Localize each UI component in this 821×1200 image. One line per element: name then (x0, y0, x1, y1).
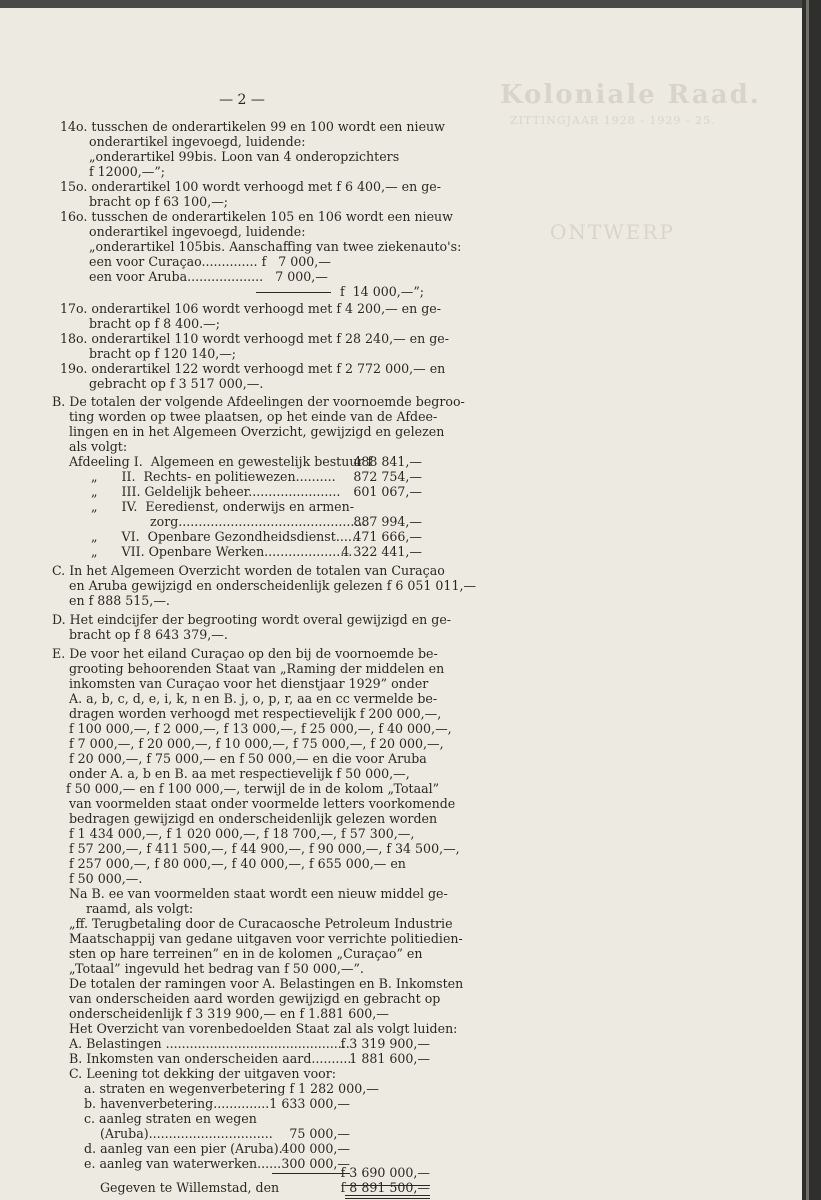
text-line: inkomsten van Curaçao voor het dienstjaar 1929” onder (69, 676, 429, 691)
text-line: lingen en in het Algemeen Overzicht, gewijzigd en gelezen (69, 424, 445, 439)
text-line: f 12000,—”; (89, 164, 166, 179)
text-line: als volgt: (69, 439, 128, 454)
text-line: B. De totalen der volgende Afdeelingen der voornoemde begroo- (52, 394, 465, 409)
text-line: f 1 434 000,—, f 1 020 000,—, f 18 700,—, f 57 300,—, (69, 826, 415, 841)
overview-value: 300 000,— (281, 1156, 350, 1171)
table-label: „ II. Rechts- en politiewezen.......... (91, 469, 336, 484)
text-line: f 50 000,—. (69, 871, 143, 886)
bleed-through-text (490, 80, 770, 260)
text-line: f 7 000,—, f 20 000,—, f 10 000,—, f 75 000,—, f 20 000,—, (69, 736, 444, 751)
text-line: f 57 200,—, f 411 500,—, f 44 900,—, f 90 000,—, f 34 500,—, (69, 841, 460, 856)
text-line: onderartikel ingevoegd, luidende: (89, 134, 306, 149)
overview-label: b. havenverbetering.............. (84, 1096, 270, 1111)
text-line: dragen worden verhoogd met respectievelijk f 200 000,—, (69, 706, 442, 721)
bleed-subtitle: ZITTINGJAAR 1928 - 1929 - 25. (510, 114, 716, 127)
table-label: zorg............................................... (150, 514, 367, 529)
text-line: f 257 000,—, f 80 000,—, f 40 000,—, f 655 000,— en (69, 856, 406, 871)
text-line: f 100 000,—, f 2 000,—, f 13 000,—, f 25 000,—, f 40 000,—, (69, 721, 452, 736)
overview-label: c. aanleg straten en wegen (84, 1111, 257, 1126)
overview-label: B. Inkomsten van onderscheiden aard........... (69, 1051, 356, 1066)
text-line: „Totaal” ingevuld het bedrag van f 50 000,—”. (69, 961, 364, 976)
table-value: 872 754,— (353, 469, 422, 484)
text-line: A. a, b, c, d, e, i, k, n en B. j, o, p, r, aa en cc vermelde be- (69, 691, 438, 706)
closing-line: Gegeven te Willemstad, den (100, 1180, 280, 1195)
table-value: 488 841,— (353, 454, 422, 469)
table-value: 471 666,— (353, 529, 422, 544)
text-line: Het Overzicht van vorenbedoelden Staat zal als volgt luiden: (69, 1021, 458, 1036)
text-line: „ff. Terugbetaling door de Curacaosche Petroleum Industrie (69, 916, 453, 931)
text-line: sten op hare terreinen” en in de kolomen „Curaçao” en (69, 946, 423, 961)
text-line: 14o. tusschen de onderartikelen 99 en 100 wordt een nieuw (60, 119, 445, 134)
table-value: 4 322 441,— (341, 544, 422, 559)
table-value: 887 994,— (353, 514, 422, 529)
sum-rule (256, 292, 331, 293)
table-label: Afdeeling I. Algemeen en gewestelijk bestuur f (69, 454, 373, 469)
text-line: f 20 000,—, f 75 000,— en f 50 000,— en die voor Aruba (69, 751, 427, 766)
text-line: en Aruba gewijzigd en onderscheidenlijk gelezen f 6 051 011,— (69, 578, 477, 593)
table-label: „ III. Geldelijk beheer....................... (91, 484, 341, 499)
overview-value: 1 633 000,— (269, 1096, 350, 1111)
table-label: „ IV. Eeredienst, onderwijs en armen- (91, 499, 354, 514)
text-line: van voormelden staat onder voormelde letters voorkomende (69, 796, 456, 811)
text-line: Na B. ee van voormelden staat wordt een nieuw middel ge- (69, 886, 448, 901)
text-line: 18o. onderartikel 110 wordt verhoogd met f 28 240,— en ge- (60, 331, 450, 346)
text-line: „onderartikel 105bis. Aanschaffing van twee ziekenauto's: (89, 239, 462, 254)
overview-value: f 3 319 900,— (340, 1036, 430, 1051)
text-line: ting worden op twee plaatsen, op het einde van de Afdee- (69, 409, 438, 424)
text-line: Maatschappij van gedane uitgaven voor verrichte politiedien- (69, 931, 463, 946)
text-line: D. Het eindcijfer der begrooting wordt overal gewijzigd en ge- (52, 612, 452, 627)
page-number: — 2 — (219, 92, 265, 108)
bleed-stamp: ONTWERP (550, 220, 675, 244)
double-rule-top (345, 1195, 430, 1196)
overview-label: A. Belastingen .............................................. (69, 1036, 350, 1051)
text-line: onderscheidenlijk f 3 319 900,— en f 1.881 600,— (69, 1006, 389, 1021)
grand-total-value: f 8 891 500,— (340, 1180, 430, 1195)
overview-label: e. aanleg van waterwerken...... (84, 1156, 282, 1171)
overview-label: a. straten en wegenverbetering f 1 282 000,— (84, 1081, 379, 1096)
text-line: E. De voor het eiland Curaçao op den bij de voornoemde be- (52, 646, 438, 661)
text-line: bedragen gewijzigd en onderscheidenlijk gelezen worden (69, 811, 438, 826)
text-line: van onderscheiden aard worden gewijzigd en gebracht op (69, 991, 441, 1006)
text-line: bracht op f 120 140,—; (89, 346, 237, 361)
overview-value: 1 881 600,— (349, 1051, 430, 1066)
text-line: bracht op f 63 100,—; (89, 194, 229, 209)
text-line: 17o. onderartikel 106 wordt verhoogd met f 4 200,— en ge- (60, 301, 442, 316)
subtotal-value: f 3 690 000,— (340, 1165, 430, 1180)
text-line: 16o. tusschen de onderartikelen 105 en 106 wordt een nieuw (60, 209, 453, 224)
text-line: f 50 000,— en f 100 000,—, terwijl de in de kolom „Totaal” (66, 781, 440, 796)
overview-label: (Aruba)............................... (100, 1126, 273, 1141)
text-line: bracht op f 8 400.—; (89, 316, 221, 331)
table-value: 601 067,— (353, 484, 422, 499)
text-line: gebracht op f 3 517 000,—. (89, 376, 264, 391)
bleed-title: Koloniale Raad. (500, 80, 761, 110)
double-rule-bottom (345, 1198, 430, 1199)
text-line: „onderartikel 99bis. Loon van 4 onderopzichters (89, 149, 400, 164)
text-line: 15o. onderartikel 100 wordt verhoogd met f 6 400,— en ge- (60, 179, 442, 194)
overview-value: 75 000,— (289, 1126, 350, 1141)
book-edge-highlight (806, 0, 809, 1200)
text-line: 19o. onderartikel 122 wordt verhoogd met f 2 772 000,— en (60, 361, 446, 376)
book-edge (802, 0, 821, 1200)
table-label: „ VII. Openbare Werken...................... (91, 544, 353, 559)
table-label: „ VI. Openbare Gezondheidsdienst...... (91, 529, 360, 544)
text-line: bracht op f 8 643 379,—. (69, 627, 228, 642)
text-line: De totalen der ramingen voor A. Belastingen en B. Inkomsten (69, 976, 464, 991)
overview-value: 400 000,— (281, 1141, 350, 1156)
text-line: grooting behoorenden Staat van „Raming der middelen en (69, 661, 445, 676)
text-line: onderartikel ingevoegd, luidende: (89, 224, 306, 239)
text-line: en f 888 515,—. (69, 593, 170, 608)
text-line: een voor Curaçao.............. f 7 000,— (89, 254, 331, 269)
text-line: raamd, als volgt: (86, 901, 194, 916)
text-line: f 14 000,—”; (340, 284, 425, 299)
text-line: een voor Aruba................... 7 000,— (89, 269, 328, 284)
overview-label: d. aanleg van een pier (Aruba). (84, 1141, 283, 1156)
text-line: C. In het Algemeen Overzicht worden de totalen van Curaçao (52, 563, 445, 578)
text-line: onder A. a, b en B. aa met respectievelijk f 50 000,—, (69, 766, 410, 781)
overview-label: C. Leening tot dekking der uitgaven voor: (69, 1066, 336, 1081)
